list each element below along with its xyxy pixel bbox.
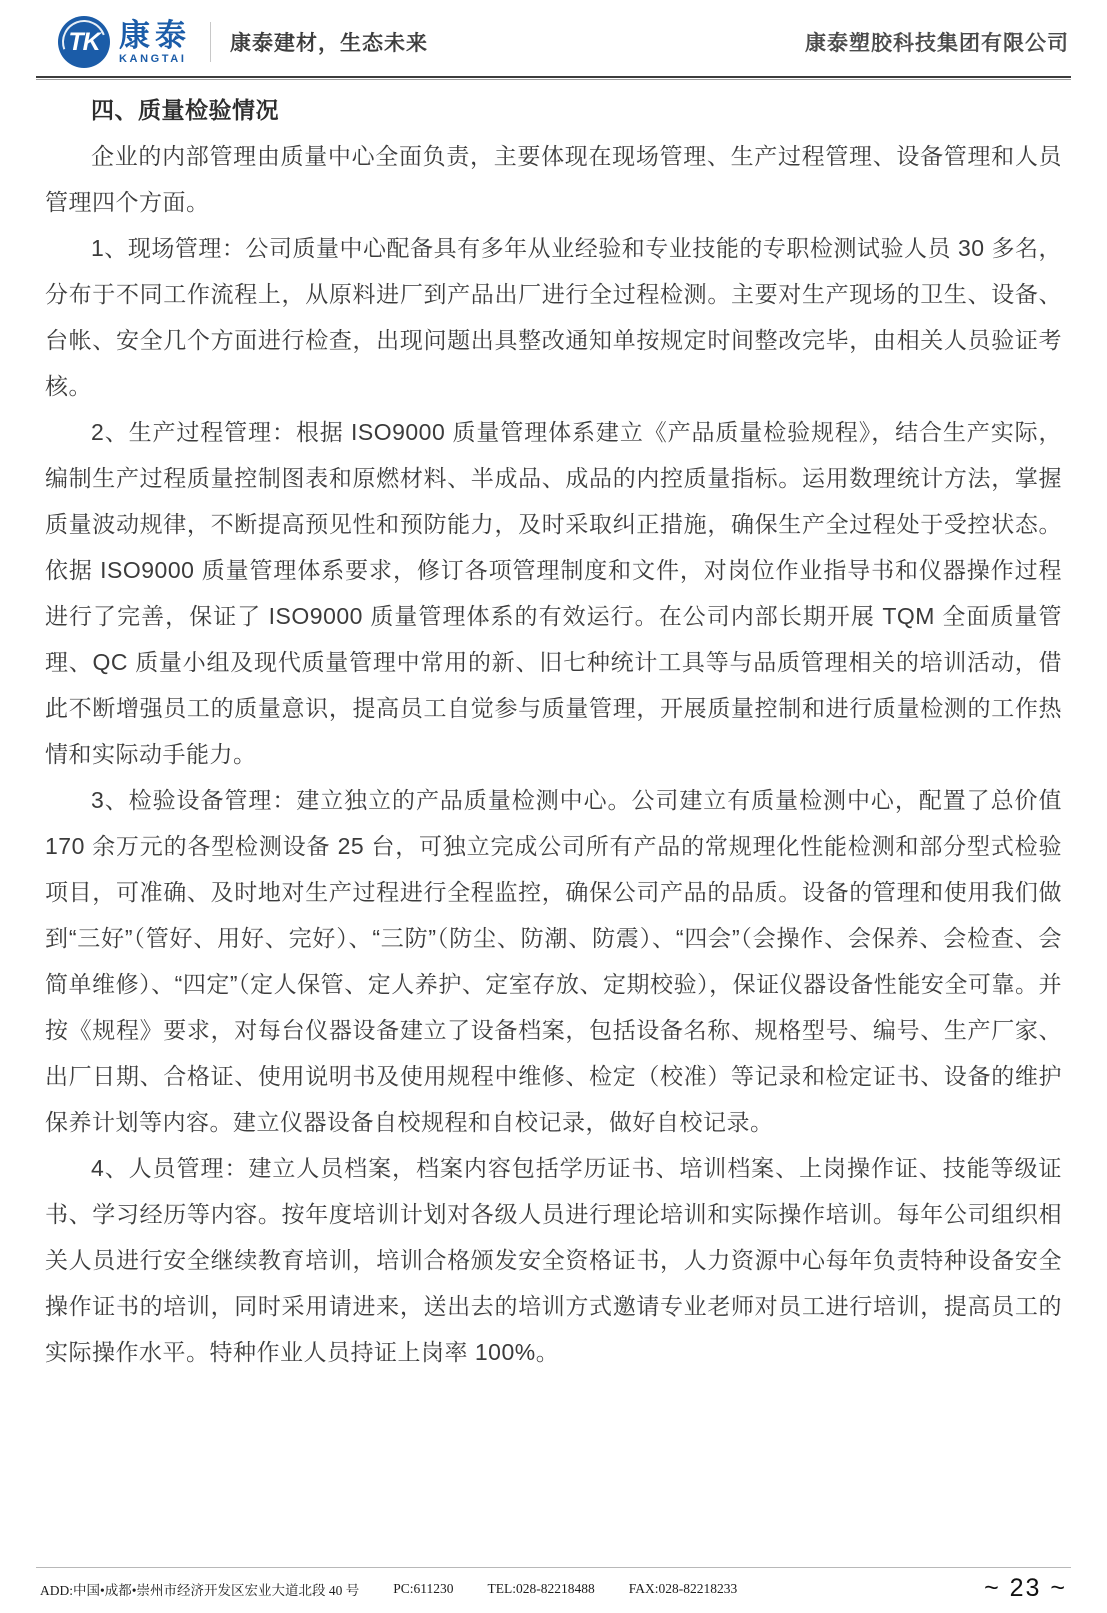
paragraph-overview: 企业的内部管理由质量中心全面负责，主要体现在现场管理、生产过程管理、设备管理和人员管理四个方面。 [45, 143, 1062, 215]
company-slogan: 康泰建材，生态未来 [230, 32, 428, 55]
header-rule-thick-line [36, 76, 1071, 78]
footer-address: ADD:中国•成都•崇州市经济开发区宏业大道北段 40 号 [40, 1582, 360, 1598]
company-name: 康泰塑胶科技集团有限公司 [805, 32, 1069, 55]
company-logo [58, 16, 191, 68]
logo-tk-mark-icon [58, 16, 110, 68]
page-footer [0, 1567, 1107, 1613]
paragraph-site-management: 1、现场管理：公司质量中心配备具有多年从业经验和专业技能的专职检测试验人员 30 多名，分布于不同工作流程上，从原料进厂到产品出厂进行全过程检测。主要对生产现场的卫生、设备、台帐、安全几个方面进行检查，出现问题出具整改通知单按规定时间整改完毕，由相关人员验证考核。 [45, 235, 1062, 399]
footer-postcode: PC:611230 [393, 1580, 454, 1596]
footer-contact-row [40, 1574, 1067, 1603]
document-body [0, 80, 1107, 1375]
paragraph-process-management: 2、生产过程管理：根据 ISO9000 质量管理体系建立《产品质量检验规程》，结合生产实际，编制生产过程质量控制图表和原燃材料、半成品、成品的内控质量指标。运用数理统计方法，掌握质量波动规律，不断提高预见性和预防能力，及时采取纠正措施，确保生产全过程处于受控状态。依据 ISO9000 质量管理体系要求，修订各项管理制度和文件，对岗位作业指导书和仪器操作过程进行了完善，保证了 ISO9000 质量管理体系的有效运行。在公司内部长期开展 TQM 全面质量管理、QC 质量小组及现代质量管理中常用的新、旧七种统计工具等与品质管理相关的培训活动，借此不断增强员工的质量意识，提高员工自觉参与质量管理，开展质量控制和进行质量检测的工作热情和实际动手能力。 [45, 419, 1062, 767]
footer-divider-rule [36, 1567, 1071, 1568]
paragraph-equipment-management: 3、检验设备管理：建立独立的产品质量检测中心。公司建立有质量检测中心，配置了总价值 170 余万元的各型检测设备 25 台，可独立完成公司所有产品的常规理化性能检测和部分型式检验项目，可准确、及时地对生产过程进行全程监控，确保公司产品的品质。设备的管理和使用我们做到“三好”（管好、用好、完好）、“三防”（防尘、防潮、防震）、“四会”（会操作、会保养、会检查、会简单维修）、“四定”（定人保管、定人养护、定室存放、定期校验），保证仪器设备性能安全可靠。并按《规程》要求，对每台仪器设备建立了设备档案，包括设备名称、规格型号、编号、生产厂家、出厂日期、合格证、使用说明书及使用规程中维修、检定（校准）等记录和检定证书、设备的维护保养计划等内容。建立仪器设备自校规程和自校记录，做好自校记录。 [45, 787, 1062, 1135]
header-vertical-divider [210, 22, 211, 62]
footer-telephone: TEL:028-82218488 [487, 1580, 595, 1596]
logo-mark-text: TK [68, 27, 100, 56]
logo-name-chinese: 康泰 [119, 17, 191, 53]
page-header [58, 13, 1069, 71]
logo-wordmark [119, 17, 191, 65]
paragraph-personnel-management: 4、人员管理：建立人员档案，档案内容包括学历证书、培训档案、上岗操作证、技能等级证书、学习经历等内容。按年度培训计划对各级人员进行理论培训和实际操作培训。每年公司组织相关人员进行安全继续教育培训，培训合格颁发安全资格证书，人力资源中心每年负责特种设备安全操作证书的培训，同时采用请进来，送出去的培训方式邀请专业老师对员工进行培训，提高员工的实际操作水平。特种作业人员持证上岗率 100%。 [45, 1155, 1062, 1365]
footer-fax: FAX:028-82218233 [628, 1580, 738, 1596]
document-page [0, 13, 1107, 1613]
section-title: 四、质量检验情况 [91, 97, 279, 123]
page-number: ~ 23 ~ [984, 1574, 1067, 1602]
logo-name-english: KANGTAI [119, 52, 187, 65]
